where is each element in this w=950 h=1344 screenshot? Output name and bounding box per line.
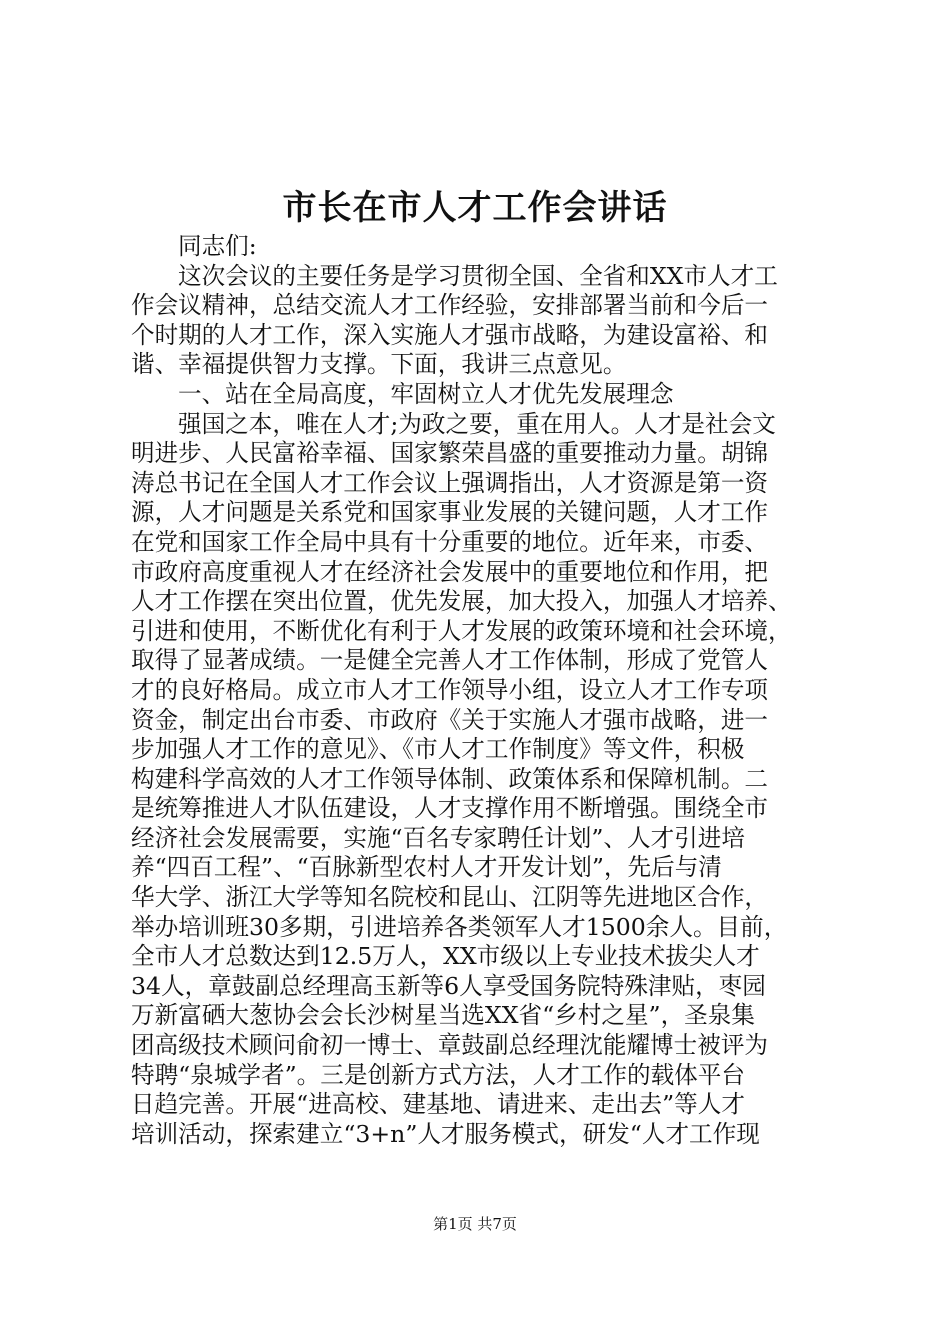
paragraph-line: 明进步、人民富裕幸福、国家繁荣昌盛的重要推动力量。胡锦: [131, 439, 769, 468]
paragraph-line: 在党和国家工作全局中具有十分重要的地位。近年来，市委、: [131, 527, 769, 556]
page-footer: 第1页 共7页: [433, 1215, 517, 1233]
paragraph-line: 34人，章鼓副总经理高玉新等6人享受国务院特殊津贴，枣园: [131, 971, 766, 1000]
paragraph-line: 华大学、浙江大学等知名院校和昆山、江阴等先进地区合作，: [131, 883, 769, 912]
document-body: [131, 232, 831, 1149]
paragraph-line: 步加强人才工作的意见》、《市人才工作制度》等文件，积极: [131, 735, 745, 764]
paragraph-line: 谐、幸福提供智力支撑。下面，我讲三点意见。: [131, 350, 627, 379]
paragraph-line: 资金，制定出台市委、市政府《关于实施人才强市战略，进一: [131, 705, 769, 734]
paragraph-line: 团高级技术顾问俞初一博士、章鼓副总经理沈能耀博士被评为: [131, 1031, 769, 1060]
page-title: 市长在市人才工作会讲话: [282, 188, 668, 228]
paragraph-line: 特聘“泉城学者”。三是创新方式方法，人才工作的载体平台: [131, 1060, 745, 1089]
paragraph-line: 个时期的人才工作，深入实施人才强市战略，为建设富裕、和: [131, 320, 769, 349]
paragraph-line: 人才工作摆在突出位置，优先发展，加大投入，加强人才培养、: [131, 587, 792, 616]
salutation-line: 同志们:: [178, 232, 257, 260]
paragraph-line: 源，人才问题是关系党和国家事业发展的关键问题，人才工作: [131, 498, 769, 527]
paragraph-line: 作会议精神，总结交流人才工作经验，安排部署当前和今后一: [131, 291, 769, 320]
paragraph-line: 培训活动，探索建立“3+n”人才服务模式，研发“人才工作现: [131, 1119, 760, 1148]
paragraph-line: 这次会议的主要任务是学习贯彻全国、全省和XX市人才工: [178, 261, 778, 290]
paragraph-line: 举办培训班30多期，引进培养各类领军人才1500余人。目前，: [131, 912, 788, 941]
paragraph-line: 养“四百工程”、“百脉新型农村人才开发计划”，先后与清: [131, 853, 722, 882]
paragraph-line: 取得了显著成绩。一是健全完善人才工作体制，形成了党管人: [131, 646, 769, 675]
paragraph-line: 涛总书记在全国人才工作会议上强调指出，人才资源是第一资: [131, 468, 769, 497]
section-heading: 一、站在全局高度，牢固树立人才优先发展理念: [178, 379, 674, 408]
paragraph-line: 构建科学高效的人才工作领导体制、政策体系和保障机制。二: [131, 764, 769, 793]
paragraph-line: 市政府高度重视人才在经济社会发展中的重要地位和作用，把: [131, 557, 769, 586]
paragraph-line: 日趋完善。开展“进高校、建基地、请进来、走出去”等人才: [131, 1090, 745, 1119]
paragraph-line: 引进和使用，不断优化有利于人才发展的政策环境和社会环境，: [131, 616, 792, 645]
paragraph-line: 强国之本，唯在人才;为政之要，重在用人。人才是社会文: [178, 409, 776, 438]
paragraph-line: 经济社会发展需要，实施“百名专家聘任计划”、人才引进培: [131, 823, 745, 852]
paragraph-line: 万新富硒大葱协会会长沙树星当选XX省“乡村之星”，圣泉集: [131, 1001, 755, 1030]
paragraph-line: 是统筹推进人才队伍建设，人才支撑作用不断增强。围绕全市: [131, 794, 769, 823]
paragraph-line: 全市人才总数达到12.5万人，XX市级以上专业技术拔尖人才: [131, 942, 760, 971]
paragraph-line: 才的良好格局。成立市人才工作领导小组，设立人才工作专项: [131, 675, 769, 704]
